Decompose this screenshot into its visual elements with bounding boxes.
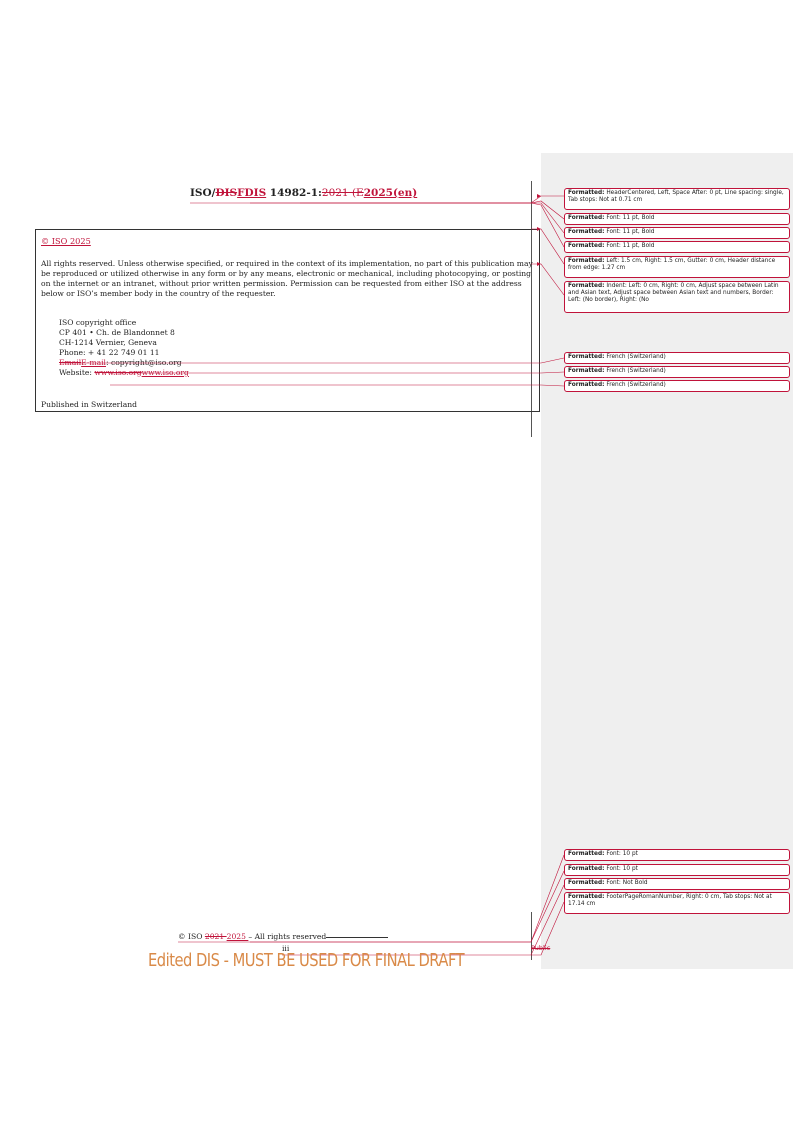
footer-rule	[326, 937, 388, 938]
comment-text: Font: 10 pt	[606, 866, 638, 872]
website-label: Website:	[59, 368, 95, 377]
header-number: 14982-1:	[266, 187, 322, 199]
phone-line: Phone: + 41 22 749 01 11	[59, 348, 160, 357]
address-line-2: CH-1214 Vernier, Geneva	[59, 338, 157, 347]
website-line	[59, 368, 189, 378]
comment-balloon-4[interactable]	[564, 241, 790, 253]
comment-balloon-10[interactable]	[564, 849, 790, 861]
leader-12	[282, 885, 564, 955]
comment-text: Indent: Left: 0 cm, Right: 0 cm, Adjust space between Latin and Asian text, Adjust space between Asian text and numbers, Border: Left: (No border), Right: (No	[568, 283, 779, 303]
comment-text: Font: 10 pt	[606, 851, 638, 857]
comment-balloon-8[interactable]	[564, 366, 790, 378]
comment-label: Formatted:	[568, 243, 605, 249]
comment-balloon-9[interactable]	[564, 380, 790, 392]
comment-text: Left: 1.5 cm, Right: 1.5 cm, Gutter: 0 cm, Header distance from edge: 1.27 cm	[568, 258, 776, 271]
comment-label: Formatted:	[568, 229, 605, 235]
footer-deleted-year[interactable]: 2021	[204, 932, 227, 941]
footer-rights: – All rights reserved	[248, 932, 327, 941]
address-block	[59, 318, 189, 378]
comment-balloon-2[interactable]	[564, 213, 790, 225]
comment-label: Formatted:	[568, 258, 605, 264]
email-inserted[interactable]: E-mail	[81, 358, 106, 367]
public-mark[interactable]: Public	[531, 944, 551, 952]
comment-balloon-13[interactable]	[564, 892, 790, 914]
leader-10	[178, 855, 564, 942]
rights-paragraph: All rights reserved. Unless otherwise specified, or required in the context of its implementation, no part of this publication may be reproduced or utilized otherwise in any form or by any means, electronic or mechanical, including photocopying, or posting on the internet or an intranet, without prior written permission. Permission can be requested from either ISO at the address below or ISO’s member body in the country of the requester.	[41, 259, 533, 298]
comment-label: Formatted:	[568, 190, 605, 196]
header-iso: ISO/	[190, 187, 216, 199]
comment-text: HeaderCentered, Left, Space After: 0 pt, Line spacing: single, Tab stops: Not at 0.71 cm	[568, 190, 784, 203]
inserted-year[interactable]: 2025(en)	[363, 187, 418, 199]
comment-text: Font: Not Bold	[606, 880, 648, 886]
comment-balloon-3[interactable]	[564, 227, 790, 239]
leader-2	[250, 201, 564, 219]
page-footer	[178, 932, 388, 941]
page-number: iii	[282, 944, 290, 953]
comment-text: Font: 11 pt, Bold	[606, 229, 655, 235]
comment-label: Formatted:	[568, 283, 605, 289]
comment-text: Font: 11 pt, Bold	[606, 215, 655, 221]
comment-label: Formatted:	[568, 368, 605, 374]
website-deleted[interactable]: www.iso.org	[94, 368, 142, 377]
comment-balloon-12[interactable]	[564, 878, 790, 890]
comment-text: FooterPageRomanNumber, Right: 0 cm, Tab stops: Not at 17.14 cm	[568, 894, 772, 907]
comment-label: Formatted:	[568, 215, 605, 221]
comment-balloon-6[interactable]	[564, 281, 790, 313]
document-header	[190, 187, 417, 199]
footer-inserted-year[interactable]: 2025	[226, 932, 249, 941]
comment-label: Formatted:	[568, 894, 605, 900]
comment-balloon-11[interactable]	[564, 864, 790, 876]
address-line-1: CP 401 • Ch. de Blandonnet 8	[59, 328, 175, 337]
copyright-box	[35, 229, 540, 412]
office-line: ISO copyright office	[59, 318, 137, 327]
comment-text: French (Switzerland)	[606, 382, 666, 388]
comment-label: Formatted:	[568, 866, 605, 872]
comment-text: French (Switzerland)	[606, 368, 666, 374]
deleted-year[interactable]: 2021 (E	[321, 187, 364, 199]
comment-label: Formatted:	[568, 382, 605, 388]
published-in: Published in Switzerland	[41, 400, 138, 409]
email-line	[59, 358, 189, 368]
comment-label: Formatted:	[568, 851, 605, 857]
website-link[interactable]: www.iso.org	[141, 368, 189, 377]
comment-balloon-5[interactable]	[564, 256, 790, 278]
footer-prefix: © ISO	[178, 932, 205, 941]
change-bar-bottom	[531, 912, 532, 960]
comment-text: Font: 11 pt, Bold	[606, 243, 655, 249]
deleted-dis[interactable]: DIS	[215, 187, 238, 199]
inserted-fdis[interactable]: FDIS	[237, 187, 267, 199]
email-deleted[interactable]: Email	[59, 358, 82, 367]
comment-balloon-1[interactable]	[564, 188, 790, 210]
comment-label: Formatted:	[568, 354, 605, 360]
comment-label: Formatted:	[568, 880, 605, 886]
comment-balloon-7[interactable]	[564, 352, 790, 364]
draft-watermark: Edited DIS - MUST BE USED FOR FINAL DRAFT	[148, 951, 465, 971]
copyright-heading[interactable]: © ISO 2025	[41, 236, 91, 246]
email-value: : copyright@iso.org	[105, 358, 182, 367]
comment-text: French (Switzerland)	[606, 354, 666, 360]
